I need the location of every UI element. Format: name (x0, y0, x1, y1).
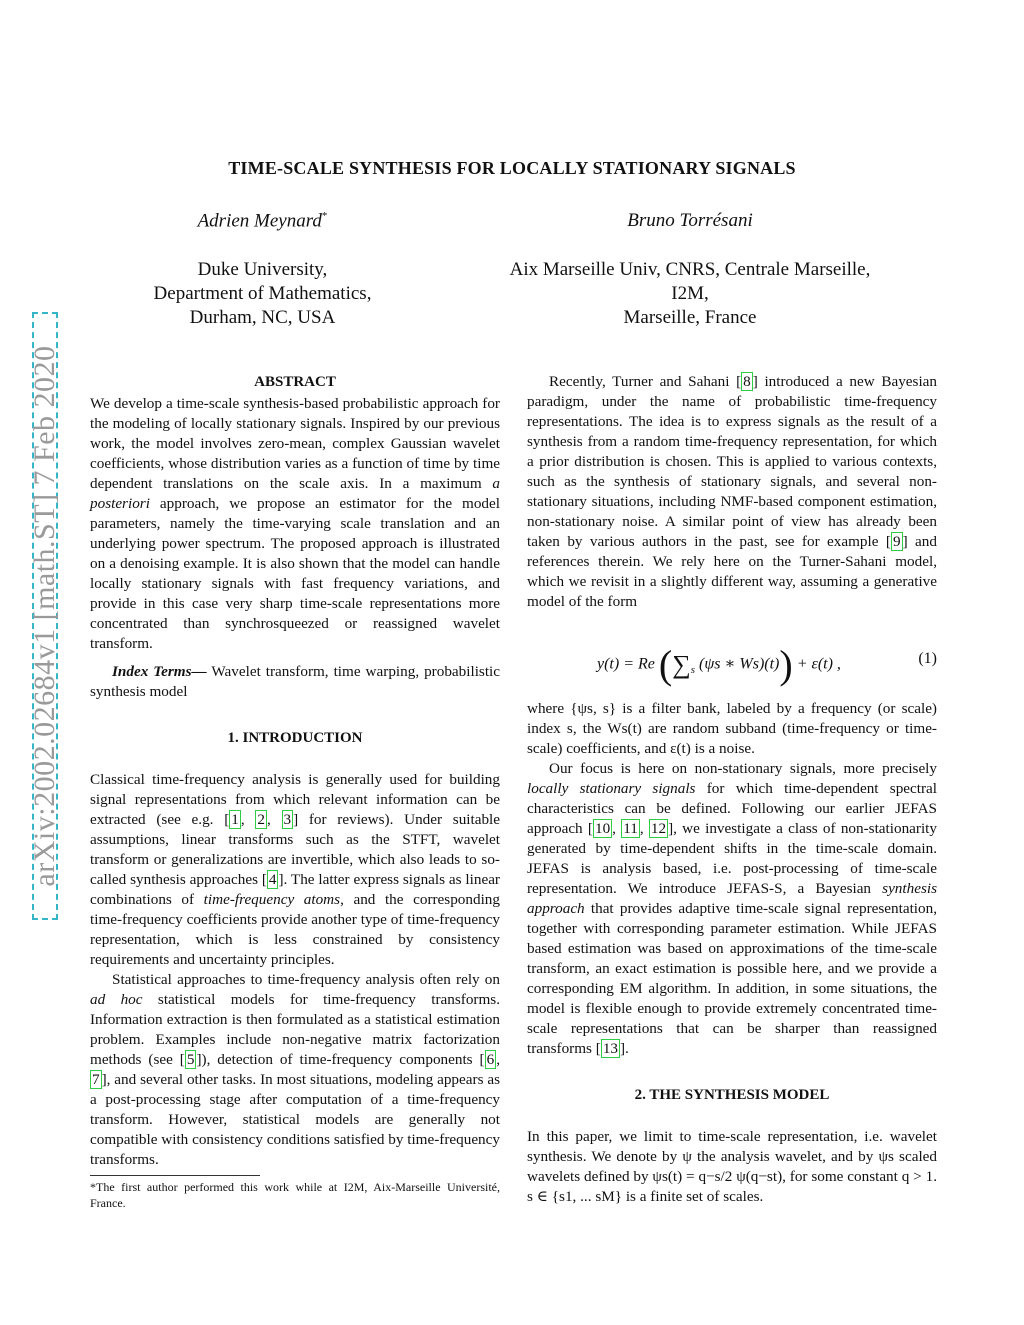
author-2 (540, 210, 840, 232)
affiliation-line: I2M, (671, 283, 709, 304)
citation-link[interactable]: 11 (623, 820, 638, 837)
arxiv-identifier: arXiv:2002.02684v1 [math.ST] 7 Feb 2020 (28, 345, 61, 887)
equation-1 (527, 638, 937, 688)
citation-link[interactable]: 4 (268, 871, 277, 888)
equation-body: y(t) = Re ($\sum_s$ (ψs ∗ Ws)(t)) + ε(t) , (597, 642, 841, 687)
citation-link[interactable]: 8 (743, 373, 751, 390)
right-paragraph-1: Recently, Turner and Sahani [ 8 ] introduced a new Bayesian paradigm, under the name of probabilistic time-frequency representations. The idea is to express signals as the result of a synthesis from a random time-frequency representation, for which a prior distribution is chosen. This is applied to various contexts, such as the synthesis of stationary signals, and several non-stationary situations, including NMF-based component estimation, non-stationary noise. A similar point of view has already been taken by various authors in the past, see for example [ 9 ] and references therein. We rely here on the Turner-Sahani model, which we revisit in a slightly different way, assuming a generative model of the form (527, 373, 937, 610)
citation-link[interactable]: 10 (594, 820, 611, 837)
author-1 (120, 210, 405, 232)
intro-paragraph-1: Classical time-frequency analysis is generally used for building signal representations from which relevant information can be extracted (see e.g. [ 1 , 2 , 3 ] for reviews). Under suitable assumptions, linear transforms such as the STFT, wavelet transform or generalizations are invertible, which also leads to so-called synthesis approaches [ 4 ]. The latter express signals as linear combinations of time-frequency atoms, and the corresponding time-frequency coefficients provide another type of time-frequency representation, which is less constrained by consistency requirements and uncertainty principles. (90, 771, 501, 968)
section-1-heading: 1. INTRODUCTION (227, 730, 363, 746)
author-2-name: Bruno Torrésani (627, 210, 753, 231)
paper-title: TIME-SCALE SYNTHESIS FOR LOCALLY STATIONARY SIGNALS (228, 158, 796, 178)
equation-inner: (ψs ∗ Ws)(t) (699, 655, 780, 673)
abstract-text (90, 394, 500, 654)
citation-link[interactable]: 12 (650, 820, 667, 837)
right-paragraph-2: where {ψs, s} is a filter bank, labeled by a frequency (or scale) index s, the Ws(t) are random subband (time-frequency or time-scale) coefficients, and ε(t) is a noise. (527, 700, 937, 757)
affiliation-2 (480, 258, 900, 330)
index-terms-label: Index Terms— (112, 663, 207, 680)
right-column-bottom (527, 699, 937, 1207)
abstract-text-part: We develop a time-scale synthesis-based probabilistic approach for the modeling of locally stationary signals. Inspired by our previous work, the model involves zero-mean, complex Gaussian wavelet coefficients, whose distribution varies as a function of time by time dependent translations on the scale axis. In a maximum (90, 395, 500, 492)
affiliation-line: Marseille, France (623, 307, 757, 328)
author-1-footnote-mark: * (321, 210, 328, 222)
affiliation-line: Aix Marseille Univ, CNRS, Centrale Marseille, (509, 259, 871, 280)
abstract-heading: ABSTRACT (254, 374, 336, 390)
index-terms (90, 662, 500, 702)
footnote-rule (90, 1175, 260, 1176)
citation-link[interactable]: 9 (892, 533, 901, 550)
affiliation-line: Durham, NC, USA (189, 307, 336, 328)
right-column-top (527, 372, 937, 612)
sum-index: s (690, 663, 696, 676)
citation-link[interactable]: 6 (486, 1051, 495, 1068)
abstract-italic: a posteriori (90, 475, 500, 512)
citation-link[interactable]: 1 (231, 811, 239, 828)
arxiv-sidebar-stamp (28, 312, 61, 920)
equation-number: (1) (918, 650, 937, 667)
index-terms-text: Wavelet transform, time warping, probabilistic synthesis model (90, 663, 501, 700)
affiliation-line: Duke University, (197, 259, 328, 280)
left-column (90, 372, 500, 1170)
citation-link[interactable]: 2 (257, 811, 265, 828)
section-2-heading: 2. THE SYNTHESIS MODEL (634, 1087, 830, 1103)
citation-link[interactable]: 3 (283, 811, 292, 828)
author-1-name: Adrien Meynard (197, 210, 322, 232)
equation-rhs: + ε(t) , (796, 655, 841, 673)
right-paragraph-4: In this paper, we limit to time-scale representation, i.e. wavelet synthesis. We denote by ψ the analysis wavelet, and by ψs scaled wavelets defined by ψs(t) = q−s/2 ψ(q−st), for some constant q > 1. s ∈ {s1, ... sM} is a finite set of scales. (527, 1128, 937, 1205)
citation-link[interactable]: 5 (186, 1051, 195, 1068)
citation-link[interactable]: 7 (92, 1071, 100, 1088)
affiliation-line: Department of Mathematics, (153, 283, 372, 304)
citation-link[interactable]: 13 (602, 1040, 618, 1057)
abstract-text-part: approach, we propose an estimator for the model parameters, namely the time-varying scale translation and an underlying power spectrum. The proposed approach is illustrated on a denoising example. It is also shown that the model can handle locally stationary signals with fast frequency variations, and provide in this case very sharp time-scale representations more concentrated than synchrosqueezed or reassigned wavelet transform. (90, 495, 500, 652)
footnote: *The first author performed this work while at I2M, Aix-Marseille Université, France. (90, 1180, 500, 1210)
equation-lhs: y(t) = Re (597, 655, 655, 673)
right-paragraph-3: Our focus is here on non-stationary signals, more precisely locally stationary signals for which time-dependent spectral characteristics can be defined. Following our earlier JEFAS approach [ 10 , 11 , 12 ], we investigate a class of non-stationarity generated by time-dependent shifts in the time-scale domain. JEFAS is analysis based, i.e. post-processing of time-scale representation. We introduce JEFAS-S, a Bayesian synthesis approach that provides adaptive time-scale signal representation, together with corresponding parameter estimation. While JEFAS based estimation was based on approximations of the time-scale transform, an exact estimation is possible here, and we provide a corresponding EM algorithm. In addition, in some situations, the model is flexible enough to provide extremely concentrated time-scale representations that can be sharper than reassigned transforms [ 13 ]. (527, 760, 938, 1057)
affiliation-1 (120, 258, 405, 330)
intro-paragraph-2: Statistical approaches to time-frequency analysis often rely on ad hoc statistical models for time-frequency transforms. Information extraction is then formulated as a statistical estimation problem. Examples include non-negative matrix factorization methods (see [ 5 ]), detection of time-frequency components [ 6 , 7 ], and several other tasks. In most situations, modeling appears as a post-processing stage after computation of a time-frequency transform. However, statistical models are generally not compatible with consistency conditions satisfied by time-frequency transforms. (90, 971, 500, 1168)
